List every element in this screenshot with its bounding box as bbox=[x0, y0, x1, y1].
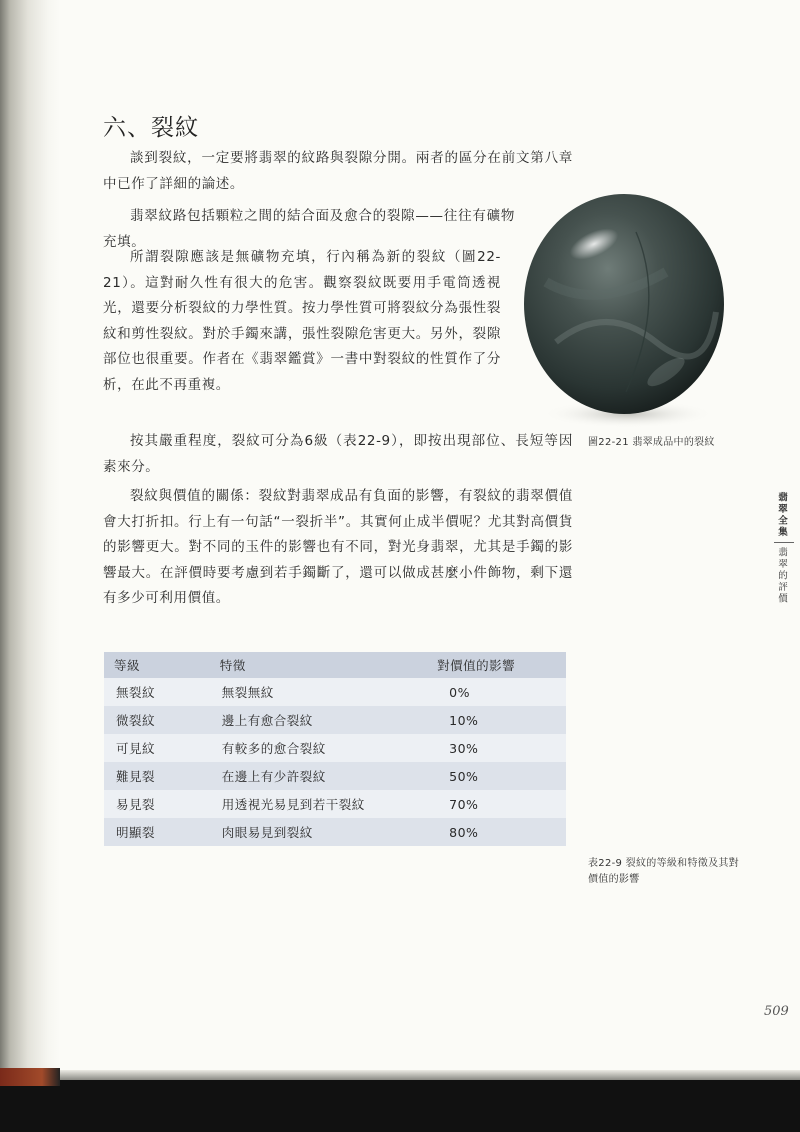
cell-impact: 70% bbox=[427, 790, 566, 818]
cell-grade: 微裂紋 bbox=[104, 706, 210, 734]
cell-impact: 30% bbox=[427, 734, 566, 762]
table-row bbox=[104, 706, 566, 734]
table bbox=[104, 652, 566, 846]
section-heading: 六、裂紋 bbox=[103, 115, 199, 142]
cell-impact: 0% bbox=[427, 678, 566, 706]
table-row bbox=[104, 734, 566, 762]
figure-caption: 圖22-21 翡翠成品中的裂紋 bbox=[588, 437, 715, 448]
paragraph-value: 裂紋與價值的關係：裂紋對翡翠成品有負面的影響，有裂紋的翡翠價值會大打折扣。行上有一句話“一裂折半”。其實何止成半價呢？尤其對高價貨的影響更大。對不同的玉件的影響也有不同，對光身翡翠，尤其是手鐲的影響最大。在評價時要考慮到若手鐲斷了，還可以做成甚麼小件飾物，剩下還有多少可利用價值。 bbox=[103, 488, 573, 606]
series-title: 翡翠全集 bbox=[776, 492, 787, 538]
paragraph-fissures: 所謂裂隙應該是無礦物充填，行內稱為新的裂紋（圖22-21）。這對耐久性有很大的危害。觀察裂紋既要用手電筒透視光，還要分析裂紋的力學性質。按力學性質可將裂紋分為張性裂紋和剪性裂紋。對於手鐲來講，張性裂隙危害更大。另外，裂隙部位也很重要。作者在《翡翠鑑賞》一書中對裂紋的性質作了分析，在此不再重複。 bbox=[103, 249, 501, 393]
paragraph-intro: 談到裂紋，一定要將翡翠的紋路與裂隙分開。兩者的區分在前文第八章中已作了詳細的論述。 bbox=[103, 150, 573, 192]
cell-grade: 易見裂 bbox=[104, 790, 210, 818]
table-header-row bbox=[104, 652, 566, 678]
jade-cabochon-image bbox=[516, 192, 736, 432]
cell-feature: 在邊上有少許裂紋 bbox=[210, 762, 427, 790]
paragraph-texture: 翡翠紋路包括顆粒之間的結合面及愈合的裂隙——往往有礦物充填。 bbox=[103, 208, 515, 250]
cell-impact: 80% bbox=[427, 818, 566, 846]
cell-grade: 可見紋 bbox=[104, 734, 210, 762]
table-row bbox=[104, 678, 566, 706]
cell-impact: 50% bbox=[427, 762, 566, 790]
chapter-title: 翡翠的評價 bbox=[776, 547, 787, 605]
binding-shadow bbox=[0, 0, 60, 1078]
table-row bbox=[104, 762, 566, 790]
cell-feature: 邊上有愈合裂紋 bbox=[210, 706, 427, 734]
page-bottom-edge bbox=[0, 1070, 800, 1080]
side-tab-divider bbox=[774, 542, 794, 543]
table-caption: 表22-9 裂紋的等級和特徵及其對價值的影響 bbox=[588, 858, 739, 885]
cell-feature: 無裂無紋 bbox=[210, 678, 427, 706]
table-row bbox=[104, 818, 566, 846]
header-feature: 特徵 bbox=[210, 652, 427, 678]
cell-grade: 無裂紋 bbox=[104, 678, 210, 706]
cell-feature: 用透視光易見到若干裂紋 bbox=[210, 790, 427, 818]
page-number: 509 bbox=[764, 1004, 789, 1019]
book-spine-corner bbox=[0, 1068, 60, 1086]
crack-grade-table bbox=[104, 652, 566, 846]
cell-feature: 有較多的愈合裂紋 bbox=[210, 734, 427, 762]
header-value-impact: 對價值的影響 bbox=[427, 652, 566, 678]
paragraph-grades: 按其嚴重程度，裂紋可分為6級（表22-9），即按出現部位、長短等因素來分。 bbox=[103, 433, 573, 475]
cell-feature: 肉眼易見到裂紋 bbox=[210, 818, 427, 846]
table-row bbox=[104, 790, 566, 818]
cell-grade: 難見裂 bbox=[104, 762, 210, 790]
cell-impact: 10% bbox=[427, 706, 566, 734]
jade-cabochon-photo bbox=[516, 192, 736, 432]
chapter-side-tab bbox=[774, 492, 794, 605]
cell-grade: 明顯裂 bbox=[104, 818, 210, 846]
header-grade: 等級 bbox=[104, 652, 210, 678]
